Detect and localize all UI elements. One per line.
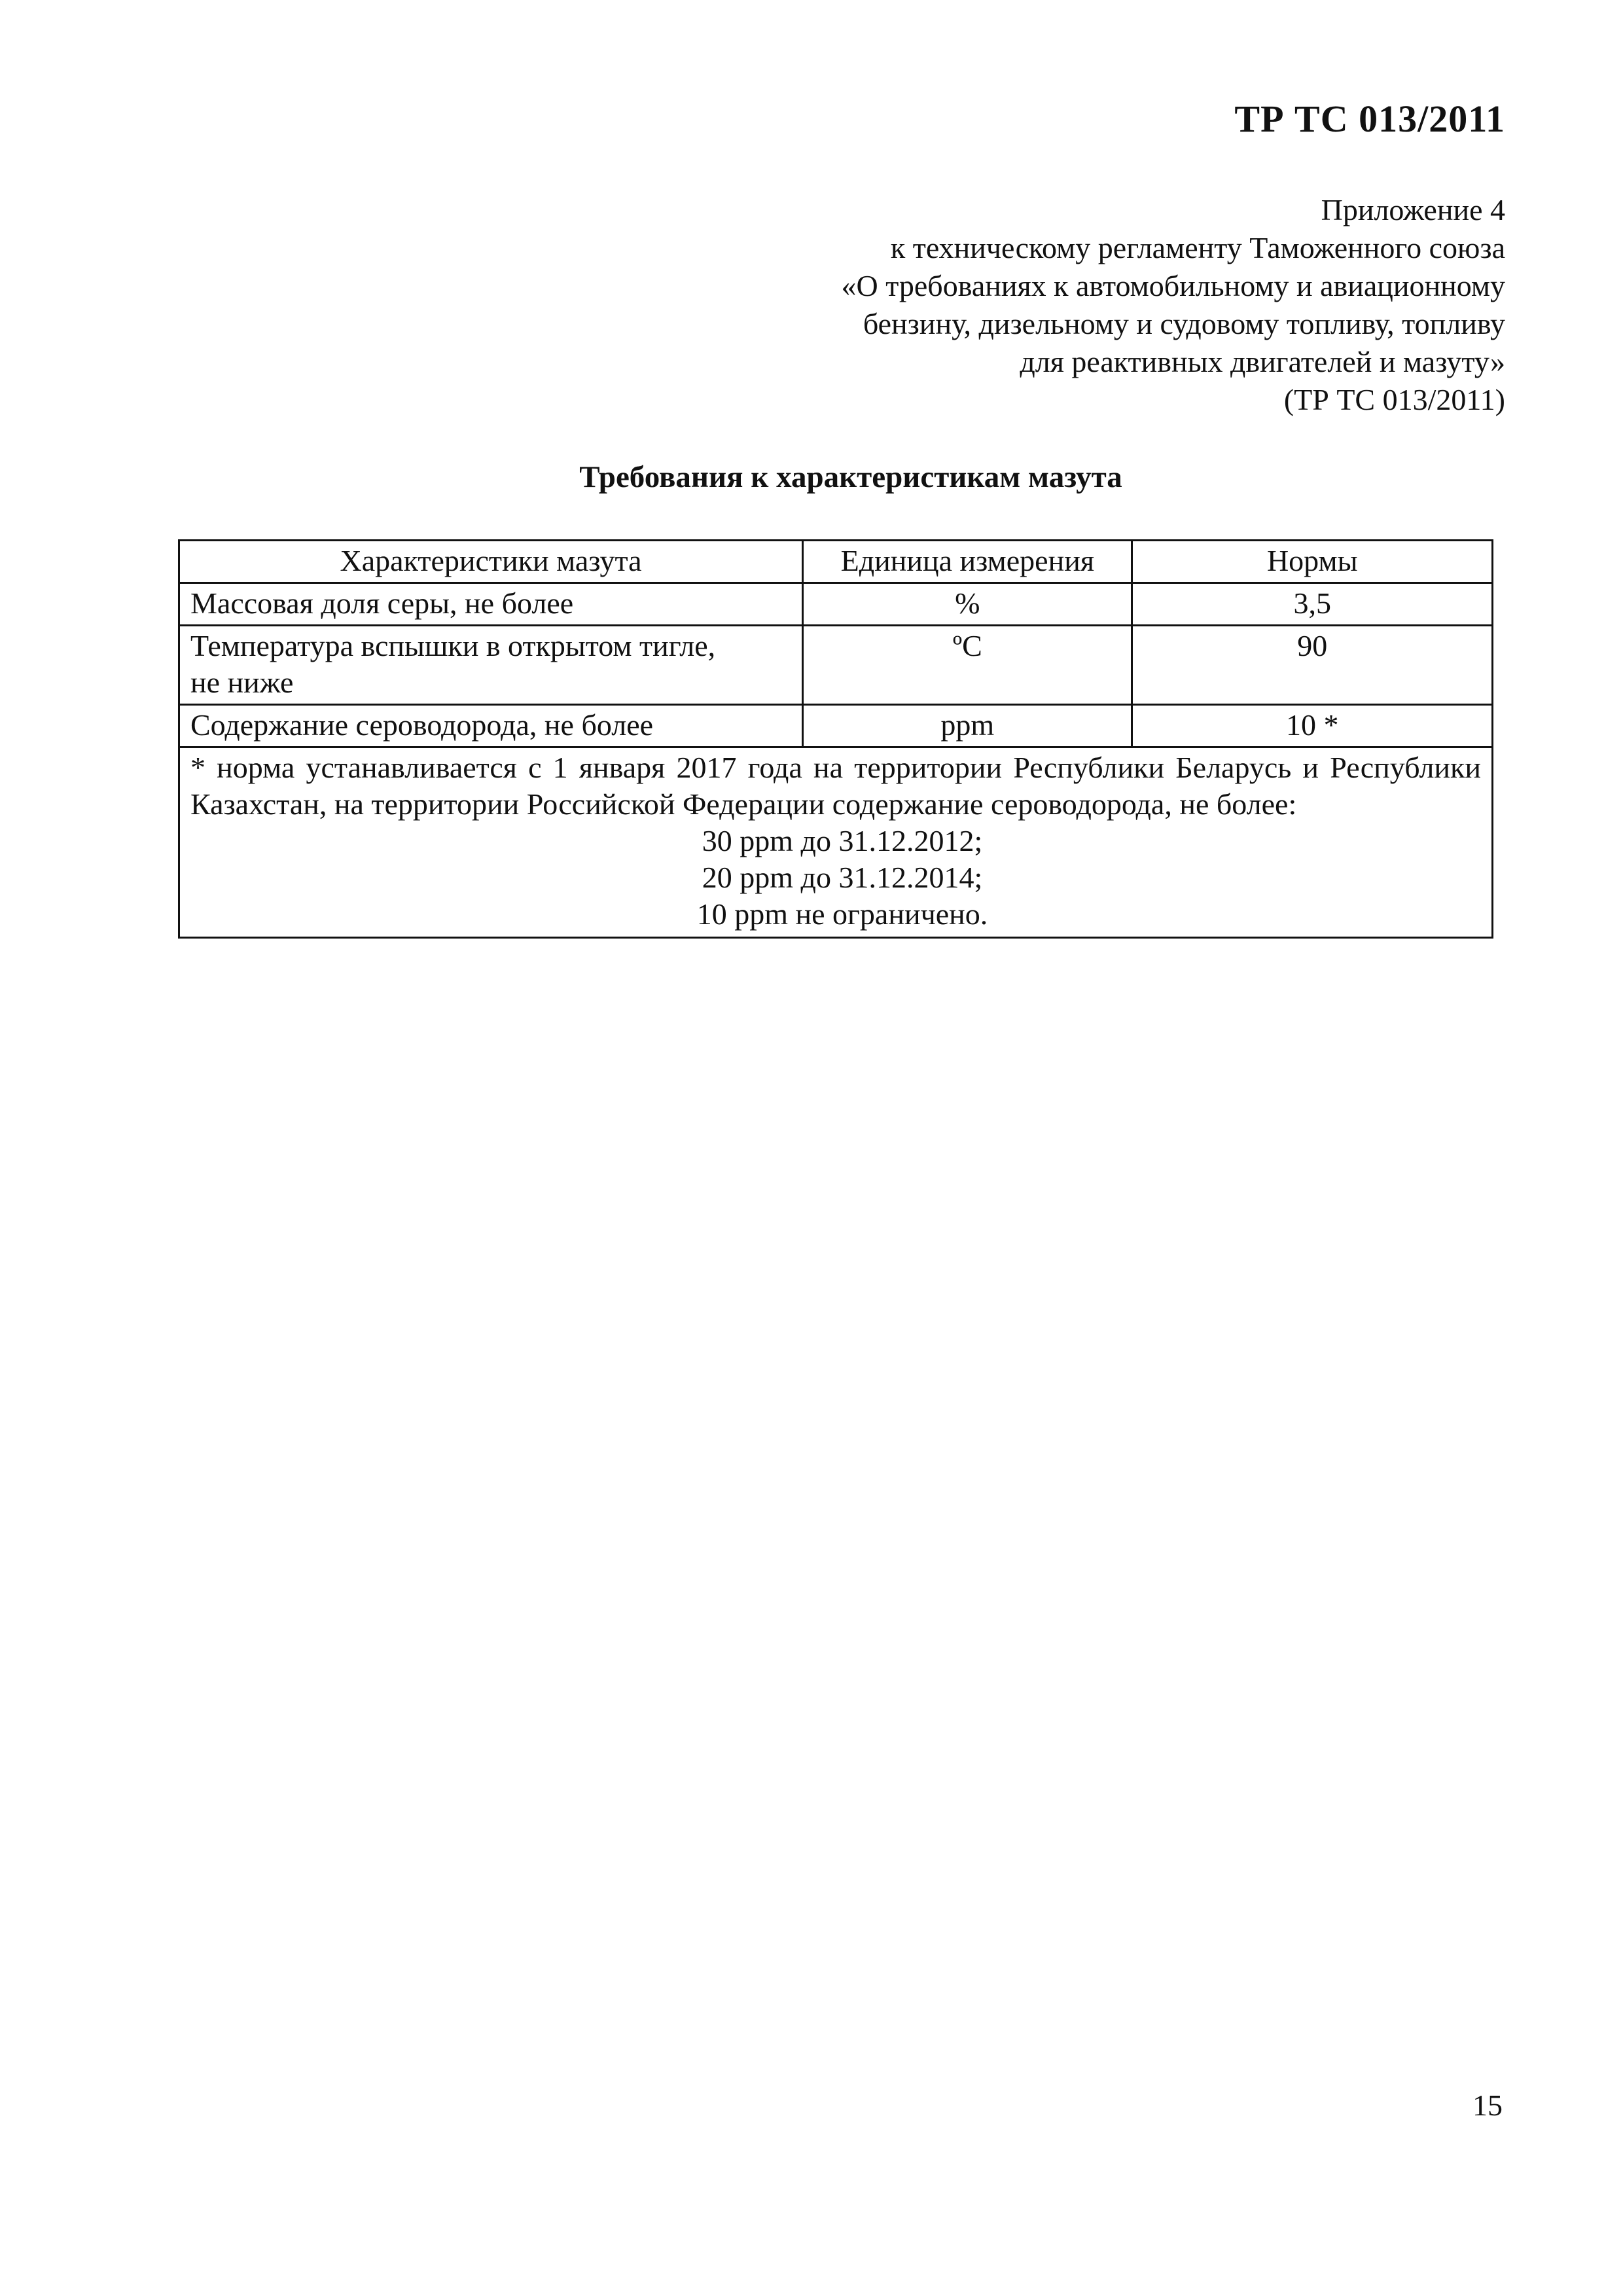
norm-cell: 3,5	[1132, 583, 1493, 626]
table-row	[179, 583, 1493, 626]
requirements-table	[178, 539, 1493, 939]
appendix-reference	[842, 191, 1506, 419]
column-header-characteristic: Характеристики мазута	[179, 541, 803, 583]
table-row	[179, 626, 1493, 705]
table-header-row	[179, 541, 1493, 583]
characteristic-line: Температура вспышки в открытом тигле,	[190, 629, 716, 662]
page-title: Требования к характеристикам мазута	[579, 460, 1122, 494]
characteristic-line: не ниже	[190, 666, 294, 699]
characteristic-cell: Массовая доля серы, не более	[179, 583, 803, 626]
table-row	[179, 705, 1493, 747]
appendix-line: «О требованиях к автомобильному и авиационному	[841, 269, 1505, 302]
column-header-norm: Нормы	[1132, 541, 1493, 583]
limit-line: 30 ppm до 31.12.2012;	[702, 824, 983, 857]
appendix-line: для реактивных двигателей и мазуту»	[1020, 345, 1505, 378]
footnote-text: * норма устанавливается с 1 января 2017 года на территории Республики Беларусь и Республики Казахстан, на территории Российской Федерации содержание сероводорода, не более:	[190, 751, 1481, 821]
norm-cell: 10 *	[1132, 705, 1493, 747]
footnote-row	[179, 747, 1493, 938]
limit-line: 20 ppm до 31.12.2014;	[702, 861, 983, 894]
limit-line: 10 ppm не ограничено.	[696, 897, 988, 931]
characteristic-cell: Содержание сероводорода, не более	[179, 705, 803, 747]
appendix-line: Приложение 4	[1321, 193, 1505, 226]
appendix-line: бензину, дизельному и судовому топливу, топливу	[863, 307, 1505, 340]
document-code: ТР ТС 013/2011	[1234, 98, 1505, 140]
characteristic-cell	[179, 626, 803, 705]
appendix-line: к техническому регламенту Таможенного союза	[890, 231, 1505, 264]
unit-cell: ppm	[803, 705, 1132, 747]
norm-cell: 90	[1132, 626, 1493, 705]
column-header-unit: Единица измерения	[803, 541, 1132, 583]
page-number: 15	[1472, 2089, 1503, 2122]
unit-cell: ºС	[803, 626, 1132, 705]
footnote-cell	[179, 747, 1493, 938]
appendix-line: (ТР ТС 013/2011)	[1283, 383, 1505, 416]
unit-cell: %	[803, 583, 1132, 626]
